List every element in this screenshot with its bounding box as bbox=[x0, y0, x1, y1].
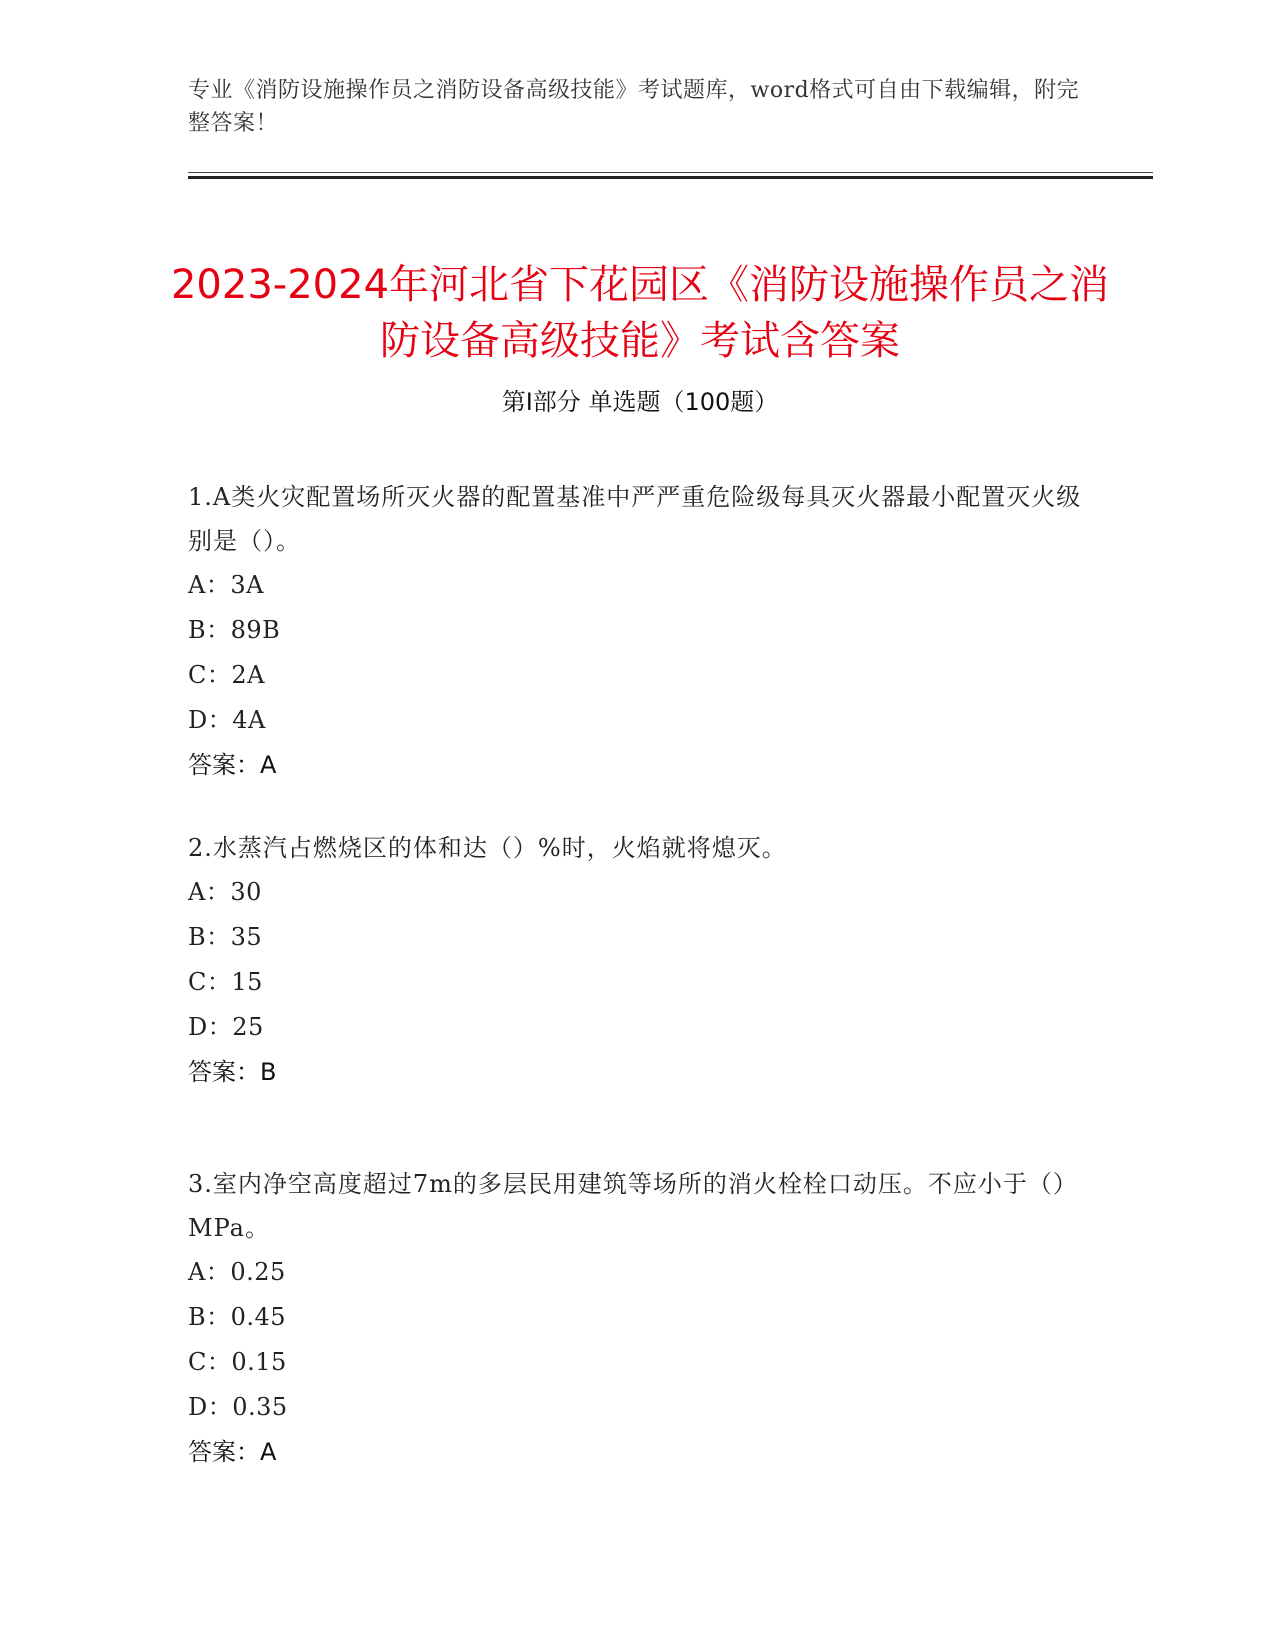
option-b: B：0.45 bbox=[188, 1303, 287, 1331]
question-1 bbox=[188, 475, 1088, 788]
header-note: 专业《消防设施操作员之消防设备高级技能》考试题库，word格式可自由下载编辑，附完整答案！ bbox=[188, 78, 1080, 136]
section-title: 第Ⅰ部分 单选题（100题） bbox=[501, 388, 779, 416]
option-a: A：30 bbox=[188, 878, 262, 906]
option-a: A：3A bbox=[188, 571, 264, 599]
answer: 答案：A bbox=[188, 751, 277, 779]
option-a: A：0.25 bbox=[188, 1258, 286, 1286]
question-2 bbox=[188, 826, 1088, 1095]
option-b: B：35 bbox=[188, 923, 263, 951]
answer: 答案：A bbox=[188, 1438, 277, 1466]
option-c: C：0.15 bbox=[188, 1348, 287, 1376]
question-3 bbox=[188, 1162, 1088, 1475]
option-d: D：25 bbox=[188, 1013, 264, 1041]
answer: 答案：B bbox=[188, 1058, 277, 1086]
header-rule-thick bbox=[188, 176, 1153, 179]
document-title: 2023-2024年河北省下花园区《消防设施操作员之消防设备高级技能》考试含答案 bbox=[170, 261, 1110, 364]
option-c: C：2A bbox=[188, 661, 265, 689]
option-d: D：0.35 bbox=[188, 1393, 288, 1421]
question-stem: 1.A类火灾配置场所灭火器的配置基准中严严重危险级每具灭火器最小配置灭火级别是（）。 bbox=[188, 483, 1082, 555]
header-rule-thin bbox=[188, 172, 1153, 173]
question-stem: 3.室内净空高度超过7m的多层民用建筑等场所的消火栓栓口动压。不应小于（）MPa。 bbox=[188, 1170, 1078, 1242]
question-stem: 2.水蒸汽占燃烧区的体和达（）%时，火焰就将熄灭。 bbox=[188, 834, 787, 862]
option-d: D：4A bbox=[188, 706, 266, 734]
option-b: B：89B bbox=[188, 616, 281, 644]
option-c: C：15 bbox=[188, 968, 263, 996]
